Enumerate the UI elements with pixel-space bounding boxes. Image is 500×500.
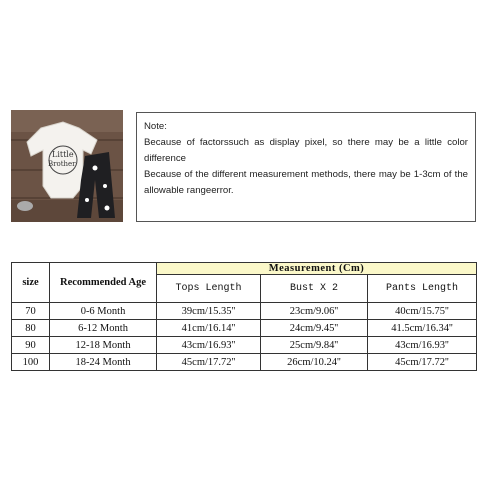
cell-age: 12-18 Month — [50, 337, 157, 354]
cell-tops: 45cm/17.72'' — [157, 354, 261, 371]
cell-pants: 43cm/16.93'' — [368, 337, 477, 354]
cell-size: 70 — [12, 303, 50, 320]
header-size: size — [12, 263, 50, 303]
size-chart-table — [11, 262, 477, 371]
table-row — [12, 337, 477, 354]
cell-size: 80 — [12, 320, 50, 337]
product-photo — [11, 110, 123, 222]
cell-bust: 24cm/9.45'' — [261, 320, 368, 337]
shirt-text-line-1: Little — [52, 150, 74, 159]
table-row — [12, 354, 477, 371]
cell-tops: 41cm/16.14'' — [157, 320, 261, 337]
cell-pants: 41.5cm/16.34'' — [368, 320, 477, 337]
cell-tops: 43cm/16.93'' — [157, 337, 261, 354]
cell-size: 100 — [12, 354, 50, 371]
cell-age: 0-6 Month — [50, 303, 157, 320]
shirt-text-line-2: Brother — [48, 160, 76, 168]
cell-bust: 26cm/10.24'' — [261, 354, 368, 371]
note-line-color: Because of factorssuch as display pixel, so there may be a little color difference — [144, 137, 468, 164]
note-title: Note: — [144, 121, 167, 132]
cell-age: 6-12 Month — [50, 320, 157, 337]
header-bust: Bust X 2 — [261, 275, 368, 303]
header-measurement: Measurement (Cm) — [157, 263, 477, 275]
cell-tops: 39cm/15.35'' — [157, 303, 261, 320]
header-recommended-age: Recommended Age — [50, 263, 157, 303]
header-pants-length: Pants Length — [368, 275, 477, 303]
cell-bust: 25cm/9.84'' — [261, 337, 368, 354]
note-line-measurement: Because of the different measurement methods, there may be 1-3cm of the allowable rangeerror. — [144, 169, 468, 196]
table-row — [12, 303, 477, 320]
cell-bust: 23cm/9.06'' — [261, 303, 368, 320]
cell-pants: 45cm/17.72'' — [368, 354, 477, 371]
cell-pants: 40cm/15.75'' — [368, 303, 477, 320]
cell-age: 18-24 Month — [50, 354, 157, 371]
note-box — [136, 112, 476, 222]
header-tops-length: Tops Length — [157, 275, 261, 303]
cell-size: 90 — [12, 337, 50, 354]
table-row — [12, 320, 477, 337]
